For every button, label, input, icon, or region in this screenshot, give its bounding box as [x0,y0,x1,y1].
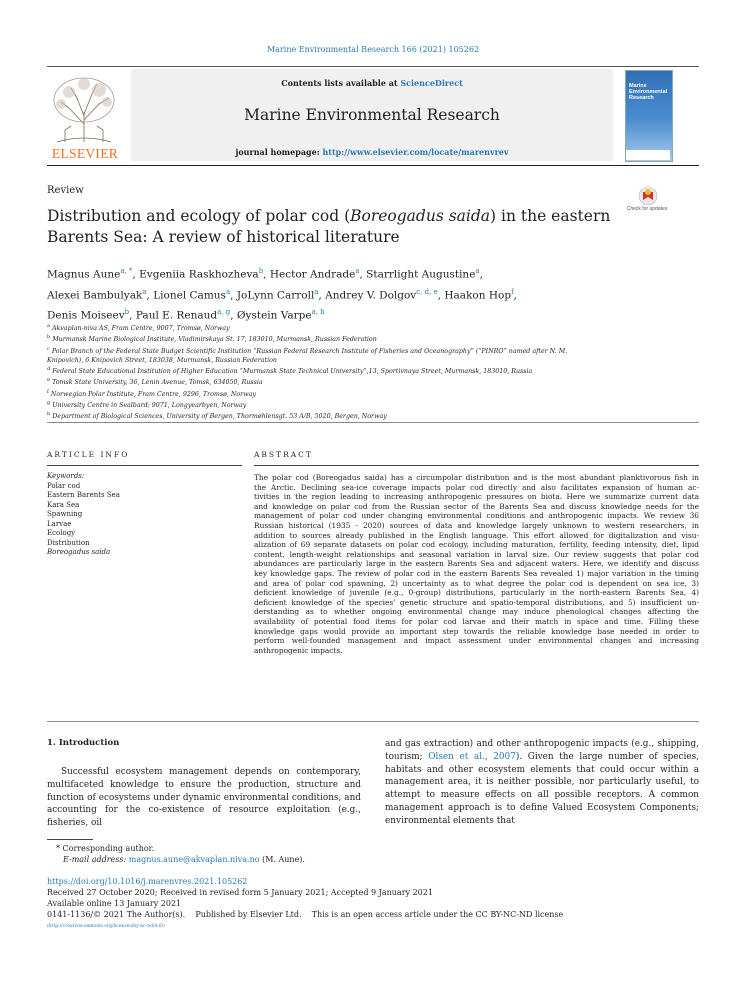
footnote-rule [47,839,93,840]
abstract-line: and area of polar cod spawning, 2) uncertainty as to what degree the polar cod is dependent on sea ice, 3) [254,578,699,588]
abstract-line: availability of potential food items for polar cod larvae and their match in space and time. Filling these [254,616,699,626]
author-affiliation-mark[interactable]: a [475,267,480,275]
abstract-line: The polar cod (Boreogadus saida) has a circumpolar distribution and is the most abundant planktivorous fish in [254,473,699,482]
affiliation-text: Norwegian Polar Institute, Fram Centre, 9296, Tromsø, Norway [50,390,256,398]
license-statement: 0141-1136/© 2021 The Author(s). Published by Elsevier Ltd. This is an open access article under the CC BY-NC-ND license [47,910,564,919]
abstract-line: deficient knowledge of the species' genetic structure and spatio-temporal distributions, and 5) insufficient un- [254,597,699,607]
author-name[interactable]: Evgeniia Raskhozheva [139,268,259,281]
author-separator: , [230,309,237,322]
abstract-rule [254,465,699,466]
email-label: E-mail address: [63,855,127,864]
title-part-2: ) in the eastern Barents Sea: A review of historical literature [47,207,611,246]
affiliation-item [47,345,697,356]
abstract-line: Russian historical (1935 - 2020) sources of data and knowledge largely unknown to western researchers, in [254,520,699,530]
title-part-1: Distribution and ecology of polar cod ( [47,207,351,225]
citation-link-olsen[interactable]: Olsen et al., 2007 [428,751,516,762]
affiliation-item [47,322,697,333]
header-rule [47,165,699,166]
author-affiliation-mark[interactable]: b [258,267,264,275]
top-rule [47,66,699,67]
introduction-right-column [385,738,699,828]
abstract-line: derstanding as to whether ongoing environmental change may induce phenological changes affecting the [254,607,699,617]
affiliation-text: Tomsk State University, 36, Lenin Avenue, Tomsk, 634050, Russia [51,379,263,387]
abstract-line: and knowledge on polar cod from the Russian sector of the Barents Sea and discuss knowledge needs for the [254,501,699,511]
contents-prefix: Contents lists available at [281,78,401,88]
author-name[interactable]: Denis Moiseev [47,309,125,322]
keyword-item: Boreogadus saida [47,548,111,556]
author-separator: , [359,268,367,281]
affiliation-item [47,376,697,387]
introduction-left-column: Successful ecosystem management depends on contemporary, multifaceted knowledge to ensure the production, structure and function of ecosystems under dynamic environmental conditions, and accounting for the co-existence of resource exploitation (e.g., fisheries, oil [47,767,361,829]
keyword-item: Larvae [47,519,72,528]
affiliation-item [47,410,697,421]
abstract-line: tivities in the region leading to increasing anthropogenic pressures on biota. Here we summarize current data [254,492,699,502]
affiliation-text: Department of Biological Sciences, University of Bergen, Thormøhlensgt. 53 A/B, 5020, Bergen, Norway [52,413,387,421]
journal-homepage [131,147,613,157]
keyword-list [47,482,237,558]
journal-reference[interactable]: Marine Environmental Research 166 (2021) 105262 [266,45,480,54]
keyword-item: Spawning [47,510,83,518]
email-link[interactable]: magnus.aune@akvaplan.niva.no [128,855,260,864]
author-separator: , [129,309,136,322]
author-affiliation-mark[interactable]: b [124,308,130,316]
author-separator: , [132,268,140,281]
received-dates: Received 27 October 2020; Received in revised form 5 January 2021; Accepted 9 January 2021 [47,888,433,897]
check-for-updates-label[interactable]: Check for updates [626,206,668,212]
affiliation-text: Murmansk Marine Biological Institute, Vladimirskaya St. 17, 183010, Murmansk, Russian Federation [52,336,377,344]
author-affiliation-mark[interactable]: a, h [311,308,325,316]
author-affiliation-mark[interactable]: f [511,287,514,296]
homepage-prefix: journal homepage: [235,147,323,157]
cover-footer-strip [626,150,670,160]
author-separator: , [479,268,483,281]
keywords-block [47,472,237,558]
abstract-line: management of polar cod under changing environmental conditions and anthropogenic impacts. We review 36 [254,511,699,521]
email-owner: (M. Aune). [262,855,305,864]
author-name[interactable]: Magnus Aune [47,268,121,281]
intro-right-text-b: ). Given the large number of species, habitats and other ecosystem elements that could occur within a management area, it is neither possible, nor particularly useful, to attempt to measure effects on all possible receptors. A common management approach is to define Valued Ecosystem Components; environmental elements that [385,751,699,826]
publisher-name: ELSEVIER [51,146,119,161]
author-name[interactable]: Paul E. Renaud [135,309,218,322]
keyword-item: Distribution [47,538,90,547]
author-name[interactable]: Lionel Camus [153,289,226,301]
author-name[interactable]: Øystein Varpe [236,309,312,322]
contents-available [131,78,613,88]
keyword-item: Ecology [47,529,76,537]
affiliation-text: Knipovich), 6 Knipovich Street, 183038, Murmansk, Russian Federation [47,356,277,364]
author-affiliation-mark[interactable]: a [355,267,360,275]
affiliation-item [47,356,697,365]
abstract-text [254,473,699,655]
abstract-line: alization of 69 separate datasets on polar cod ecology, including maturation, fertility, feeding intensity, diet, lipid [254,540,699,550]
abstract-line: the Arctic. Declining sea-ice coverage impacts polar cod directly and also facilitates expansion of human ac- [254,482,699,492]
corresponding-author-note [56,844,154,853]
journal-title: Marine Environmental Research [244,106,500,124]
author-separator: , [513,289,517,301]
affiliation-key: f [47,388,49,395]
author-name[interactable]: Haakon Hop [444,289,512,301]
article-type: Review [47,185,84,196]
article-info-rule [47,465,242,466]
affiliation-text: University Centre in Svalbard; 9071, Longyearbyen, Norway [52,402,247,410]
keyword-item: Kara Sea [47,500,80,509]
keyword-item: Eastern Barents Sea [47,491,120,499]
affiliation-item [47,365,697,376]
author-affiliation-mark[interactable]: c, d, e [416,287,438,296]
affiliation-key: h [47,411,51,418]
author-name[interactable]: Hector Andrade [269,268,356,281]
affiliation-key: e [47,377,50,384]
author-separator: , [146,289,154,301]
corresponding-author-label: Corresponding author. [62,844,155,853]
abstract-line: anthropogenic impacts. [254,645,343,655]
section-divider [47,422,699,423]
abstract-line: key knowledge gaps. The review of polar cod in the eastern Barents Sea revealed 1) major variation in the timing [254,568,699,578]
affiliation-key: a [47,323,50,329]
doi-link[interactable]: https://doi.org/10.1016/j.marenvres.2021.105262 [47,877,248,886]
author-name[interactable]: Andrey V. Dolgov [325,289,417,301]
affiliation-key: b [47,334,51,341]
author-affiliation-mark[interactable]: a [314,287,319,296]
abstract-line: addition to sources already published in the English language. This effort allowed for digitalization and visu- [254,530,699,540]
introduction-heading: 1. Introduction [47,738,120,748]
author-separator: , [437,289,445,301]
intro-right-text-a: and gas extraction) and other anthropogenic impacts (e.g., shipping, tourism; [385,739,699,762]
article-title [47,206,617,248]
homepage-link[interactable]: http://www.elsevier.com/locate/marenvrev [322,147,509,157]
author-separator: , [230,289,237,301]
abstract-end-rule [47,721,699,722]
cover-journal-title: Marine Environmental Research [629,83,668,101]
abstract-line: abundances are particularly large in the eastern Barents Sea and adjacent waters. Here, we identify and discuss [254,559,699,569]
affiliation-text: Federal State Educational Institution of Higher Education “Murmansk State Technical University”,13, Sportivnaya Street, Murmansk, 183010, Russia [52,368,533,376]
affiliation-text: Akvaplan-niva AS, Fram Centre, 9007, Tromsø, Norway [52,325,230,333]
footnote-marker: * [56,844,60,853]
abstract-line: deficient knowledge of juvenile (e.g., 0-group) distributions, particularly in the north-eastern Barents Sea, 4) [254,588,699,598]
affiliation-item [47,388,697,399]
author-name[interactable]: Alexei Bambulyak [47,289,143,301]
author-name[interactable]: Starrlight Augustine [366,268,476,281]
abstract-heading: ABSTRACT [254,450,313,459]
author-name[interactable]: JoLynn Carroll [236,289,315,301]
online-date: Available online 13 January 2021 [47,899,182,908]
abstract-line: content, length-weight relationships and seasonal variation in larval size. Our review suggests that polar cod [254,549,699,559]
affiliation-list [47,322,697,422]
affiliation-text: Polar Branch of the Federal State Budget Scientific Institution “Russian Federal Research Institute of Fisheries and Oceanography” (“PINRO” named after N. M. [51,347,568,355]
affiliation-key: d [47,366,51,373]
author-affiliation-mark[interactable]: a, * [120,267,133,275]
abstract-line: knowledge gaps would provide an important step towards the reliable knowledge base needed in order to [254,626,699,636]
affiliation-item [47,333,697,344]
abstract-line: perform well-founded management and impact assessment under environmental changes and increasing [254,636,699,646]
author-affiliation-mark[interactable]: a [225,287,231,296]
author-affiliation-mark[interactable]: a, g [217,308,231,316]
article-info-heading: ARTICLE INFO [47,450,130,459]
email-note [63,855,305,864]
title-species-name: Boreogadus saida [350,207,491,225]
author-list [47,263,647,325]
author-separator: , [263,268,270,281]
affiliation-item [47,399,697,410]
keywords-label: Keywords: [47,472,85,480]
license-link[interactable]: (http://creativecommons.org/licenses/by-nc-nd/4.0/) [47,924,165,929]
affiliation-key: c [47,345,50,352]
sciencedirect-link[interactable]: ScienceDirect [400,78,463,88]
affiliation-key: g [47,399,51,406]
keyword-item: Polar cod [47,481,81,490]
author-affiliation-mark[interactable]: a [142,287,147,296]
author-separator: , [318,289,326,301]
